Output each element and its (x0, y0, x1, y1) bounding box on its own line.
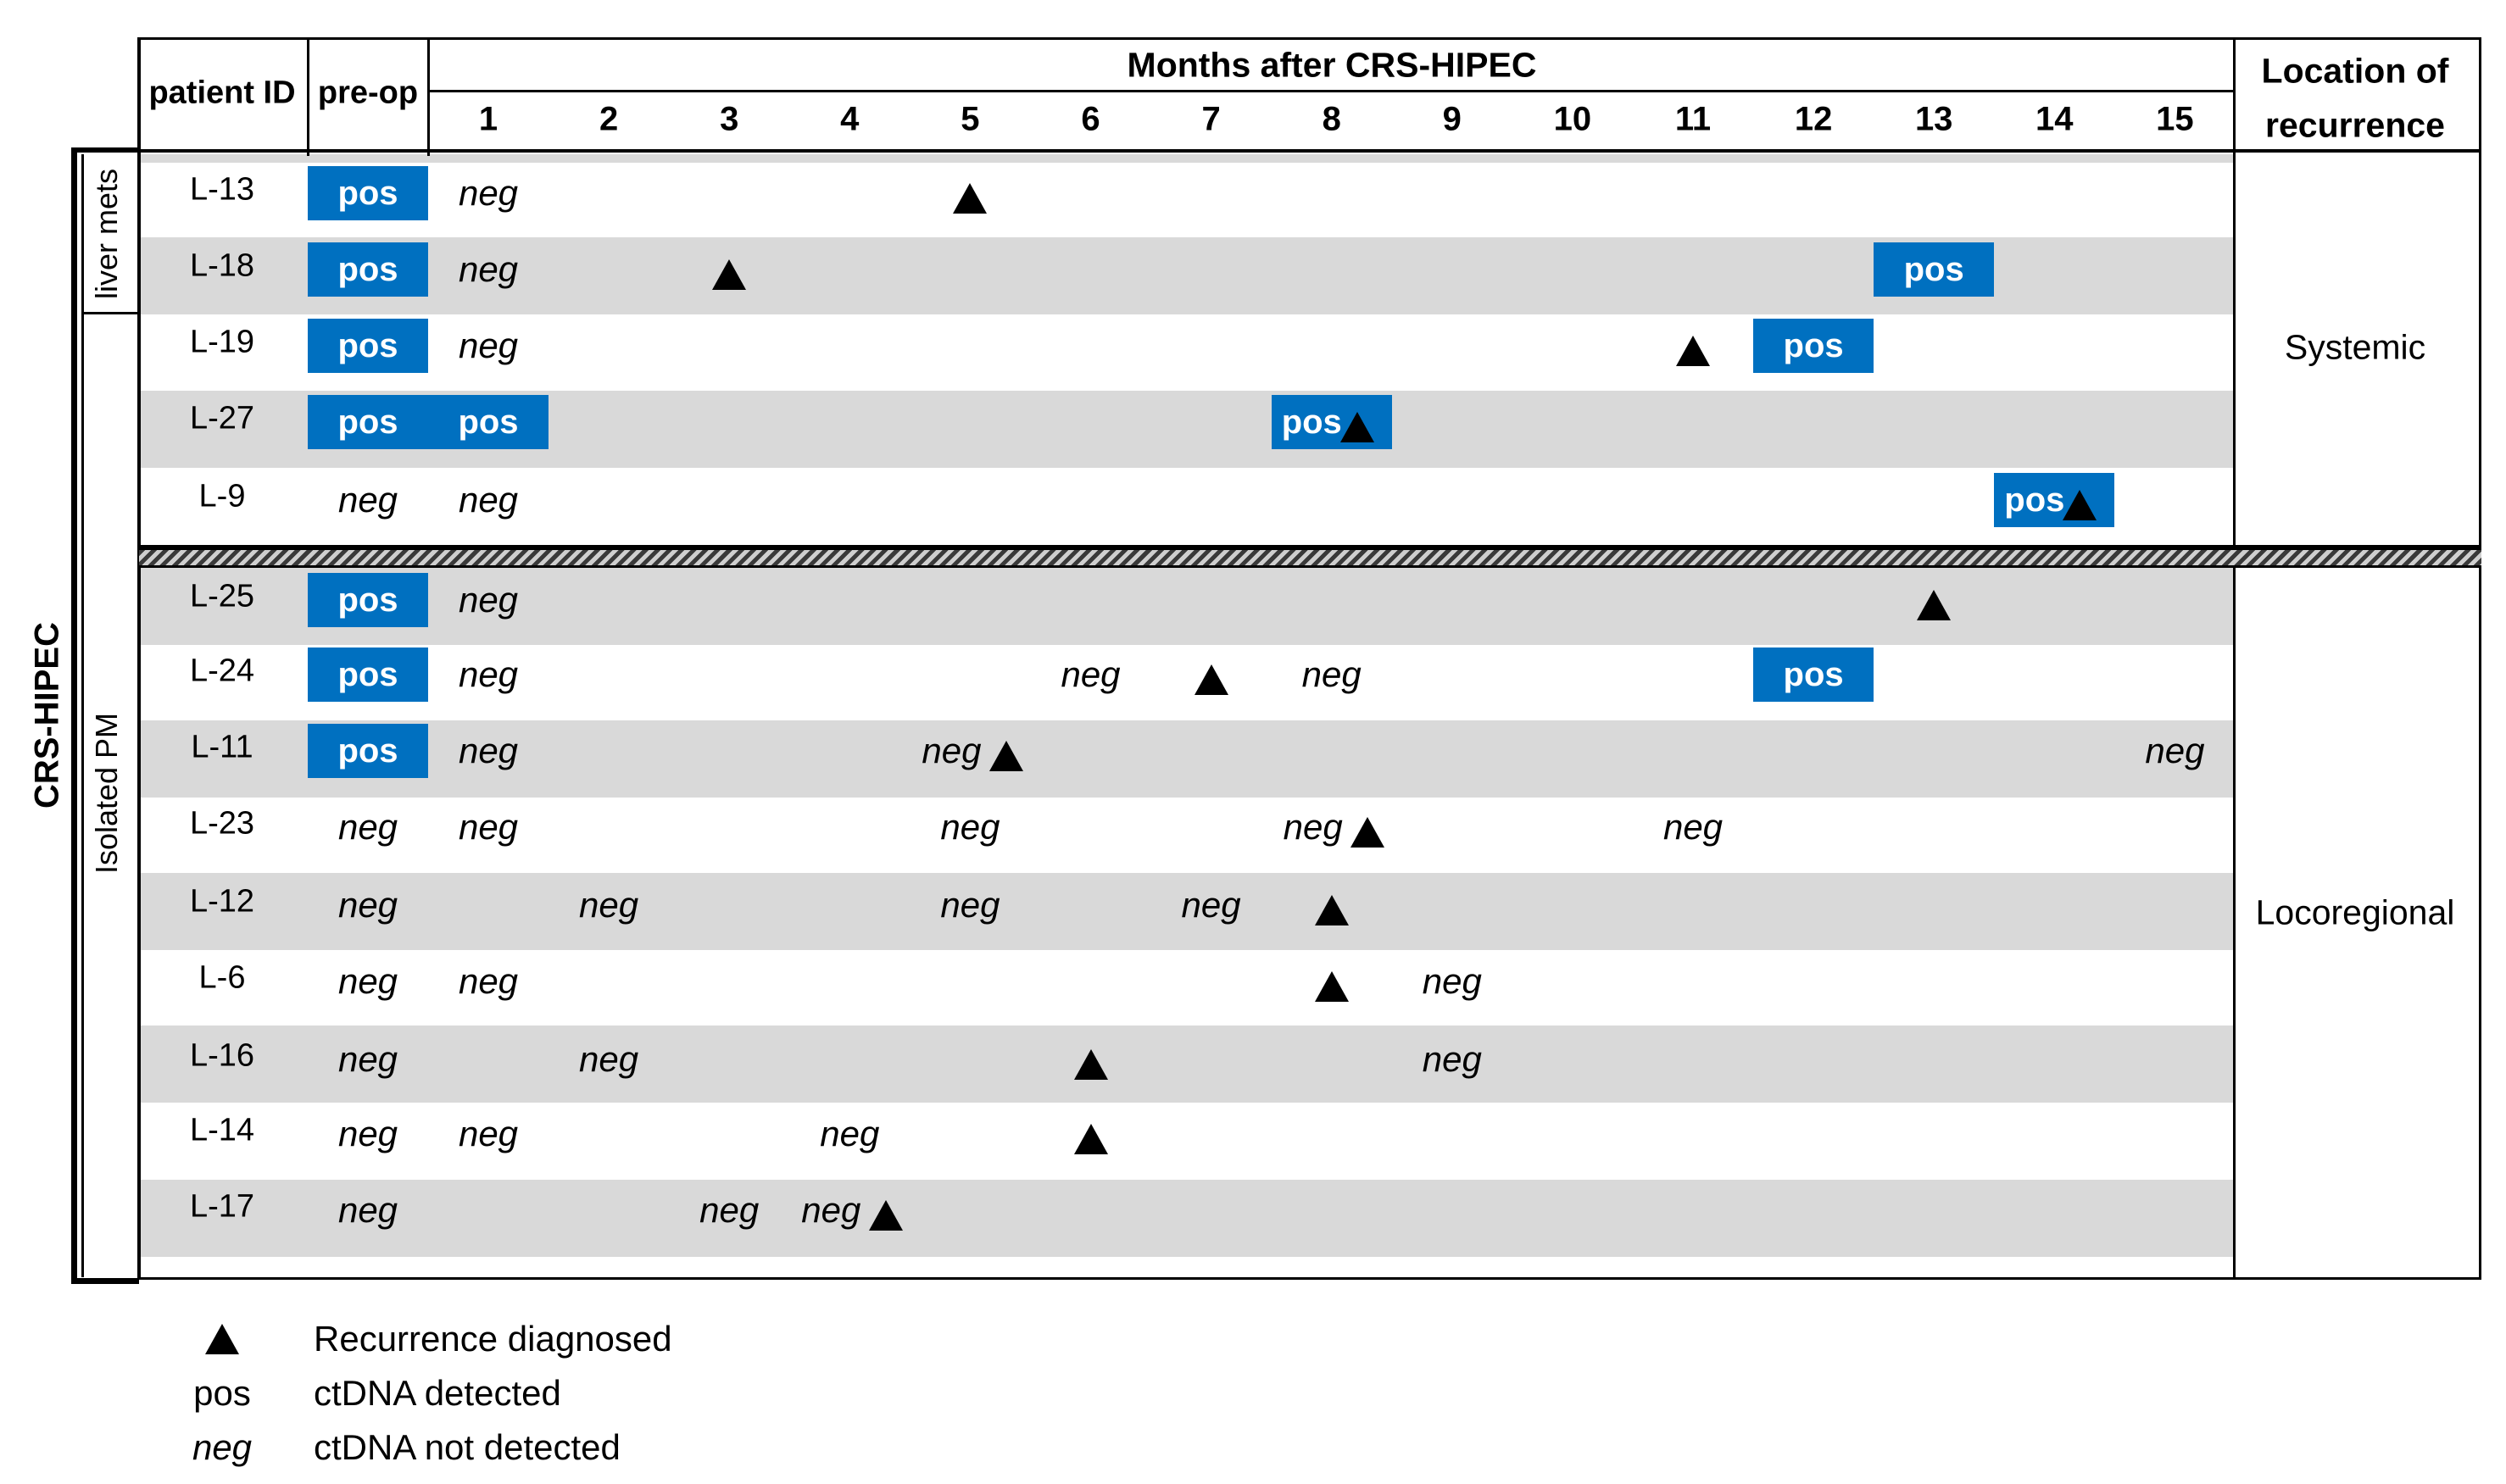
neg-marker: neg (458, 1114, 519, 1153)
neg-marker: neg (579, 1039, 639, 1079)
patient-id: L-14 (189, 1112, 255, 1148)
neg-marker: neg (458, 173, 519, 213)
month-header: 12 (1794, 100, 1833, 138)
location-col-left (2233, 37, 2236, 1280)
crs-hipec-bracket-top (71, 147, 139, 153)
neg-marker: neg (458, 654, 519, 694)
pos-marker: pos (1753, 648, 1874, 702)
patient-id-header: patient ID (148, 75, 296, 111)
pos-marker: pos (1874, 242, 1994, 297)
legend-neg-symbol: neg (192, 1427, 253, 1467)
crs-hipec-bracket-vertical (71, 147, 77, 1283)
neg-marker: neg (1301, 654, 1362, 694)
patient-id: L-25 (189, 578, 255, 614)
month-header: 2 (599, 100, 619, 138)
month-header: 6 (1081, 100, 1100, 138)
patient-id: L-13 (189, 171, 255, 208)
recurrence-triangle-icon (1074, 1124, 1108, 1154)
isolated-pm-group-label: Isolated PM (89, 712, 124, 875)
neg-marker: neg (801, 1190, 861, 1230)
recurrence-triangle-icon (712, 259, 746, 290)
month-header: 4 (840, 100, 860, 138)
month-header: 5 (961, 100, 980, 138)
month-header: 3 (720, 100, 739, 138)
month-header: 11 (1674, 100, 1712, 138)
legend-recurrence-text: Recurrence diagnosed (314, 1319, 672, 1359)
neg-marker: neg (337, 1114, 398, 1153)
neg-marker: neg (699, 1190, 760, 1230)
recurrence-triangle-icon (989, 741, 1023, 771)
pos-marker: pos (1272, 395, 1392, 449)
neg-marker: neg (922, 731, 982, 770)
patient-id: L-9 (198, 478, 246, 514)
patient-id: L-17 (189, 1188, 255, 1225)
pos-marker: pos (308, 395, 428, 449)
row-band (139, 154, 2235, 163)
neg-marker: neg (458, 807, 519, 847)
table-top-border (139, 37, 2481, 40)
neg-marker: neg (337, 807, 398, 847)
crs-hipec-bracket-bottom (71, 1278, 139, 1284)
preop-col-divider (427, 37, 430, 156)
recurrence-triangle-icon (1340, 412, 1374, 442)
pos-marker: pos (308, 573, 428, 627)
patient-id: L-12 (189, 883, 255, 920)
recurrence-triangle-icon (1917, 590, 1951, 620)
patient-id: L-16 (189, 1037, 255, 1074)
patient-id: L-19 (189, 324, 255, 360)
location-systemic: Systemic (2284, 327, 2426, 367)
patient-id: L-6 (198, 959, 246, 996)
recurrence-triangle-icon (1074, 1049, 1108, 1080)
neg-marker: neg (1061, 654, 1121, 694)
crs-hipec-group-label: CRS-HIPEC (28, 621, 66, 809)
table-bottom-border (139, 1277, 2481, 1280)
neg-marker: neg (458, 580, 519, 620)
neg-marker: neg (458, 249, 519, 289)
pos-marker: pos (308, 724, 428, 778)
neg-marker: neg (579, 885, 639, 925)
pos-marker: pos (1994, 473, 2114, 527)
recurrence-triangle-icon (953, 183, 987, 214)
month-header: 7 (1201, 100, 1221, 138)
neg-marker: neg (337, 1190, 398, 1230)
header-bottom-border (139, 149, 2481, 153)
recurrence-triangle-icon (1315, 971, 1349, 1002)
neg-marker: neg (2145, 731, 2205, 770)
row-band (139, 1025, 2235, 1103)
location-locoregional: Locoregional (2255, 892, 2455, 932)
month-header: 9 (1442, 100, 1462, 138)
recurrence-triangle-icon (1350, 817, 1384, 848)
liver-mets-group-label: liver mets (89, 168, 124, 300)
pos-marker: pos (308, 648, 428, 702)
neg-marker: neg (458, 480, 519, 520)
location-header-line2: recurrence (2265, 105, 2445, 145)
subgroup-inner-line (81, 154, 84, 1277)
neg-marker: neg (1422, 1039, 1482, 1079)
group-separator-hatch (139, 547, 2481, 568)
month-header: 8 (1322, 100, 1341, 138)
neg-marker: neg (940, 885, 1000, 925)
recurrence-triangle-icon (1676, 336, 1710, 366)
recurrence-triangle-icon (869, 1200, 903, 1231)
month-header: 14 (2035, 100, 2074, 138)
pid-col-divider (307, 37, 309, 156)
left-border (137, 37, 141, 1280)
legend-pos-text: ctDNA detected (314, 1373, 561, 1413)
pos-marker: pos (308, 319, 428, 373)
month-header: 1 (478, 100, 498, 138)
neg-marker: neg (1662, 807, 1724, 847)
month-header: 10 (1553, 100, 1592, 138)
location-header-line1: Location of (2261, 51, 2449, 91)
patient-id: L-23 (189, 805, 255, 842)
legend-triangle-icon (205, 1324, 239, 1354)
neg-marker: neg (458, 325, 519, 365)
neg-marker: neg (458, 961, 519, 1001)
row-band (139, 1180, 2235, 1257)
pos-marker: pos (308, 166, 428, 220)
months-title: Months after CRS-HIPEC (1127, 45, 1537, 85)
month-header: 15 (2156, 100, 2194, 138)
patient-id: L-18 (189, 247, 255, 284)
neg-marker: neg (940, 807, 1000, 847)
neg-marker: neg (1181, 885, 1241, 925)
neg-marker: neg (458, 731, 519, 770)
neg-marker: neg (1422, 961, 1482, 1001)
pos-marker: pos (1753, 319, 1874, 373)
month-header: 13 (1914, 100, 1953, 138)
recurrence-triangle-icon (1195, 664, 1228, 695)
neg-marker: neg (1283, 807, 1343, 847)
patient-id: L-24 (189, 653, 255, 689)
recurrence-triangle-icon (1315, 895, 1349, 925)
neg-marker: neg (337, 1039, 398, 1079)
legend-neg-text: ctDNA not detected (314, 1427, 621, 1467)
pos-marker: pos (308, 242, 428, 297)
right-border (2479, 37, 2481, 1280)
neg-marker: neg (820, 1114, 880, 1153)
legend-pos-symbol: pos (193, 1373, 251, 1413)
pos-marker: pos (428, 395, 549, 449)
pre-op-header: pre-op (317, 75, 419, 111)
neg-marker: neg (337, 885, 398, 925)
liver-isolated-divider (81, 312, 137, 314)
patient-id: L-27 (189, 400, 255, 436)
recurrence-triangle-icon (2063, 490, 2097, 520)
neg-marker: neg (337, 480, 398, 520)
row-band (139, 720, 2235, 798)
months-title-underline (429, 90, 2235, 92)
neg-marker: neg (337, 961, 398, 1001)
patient-id: L-11 (191, 729, 253, 765)
